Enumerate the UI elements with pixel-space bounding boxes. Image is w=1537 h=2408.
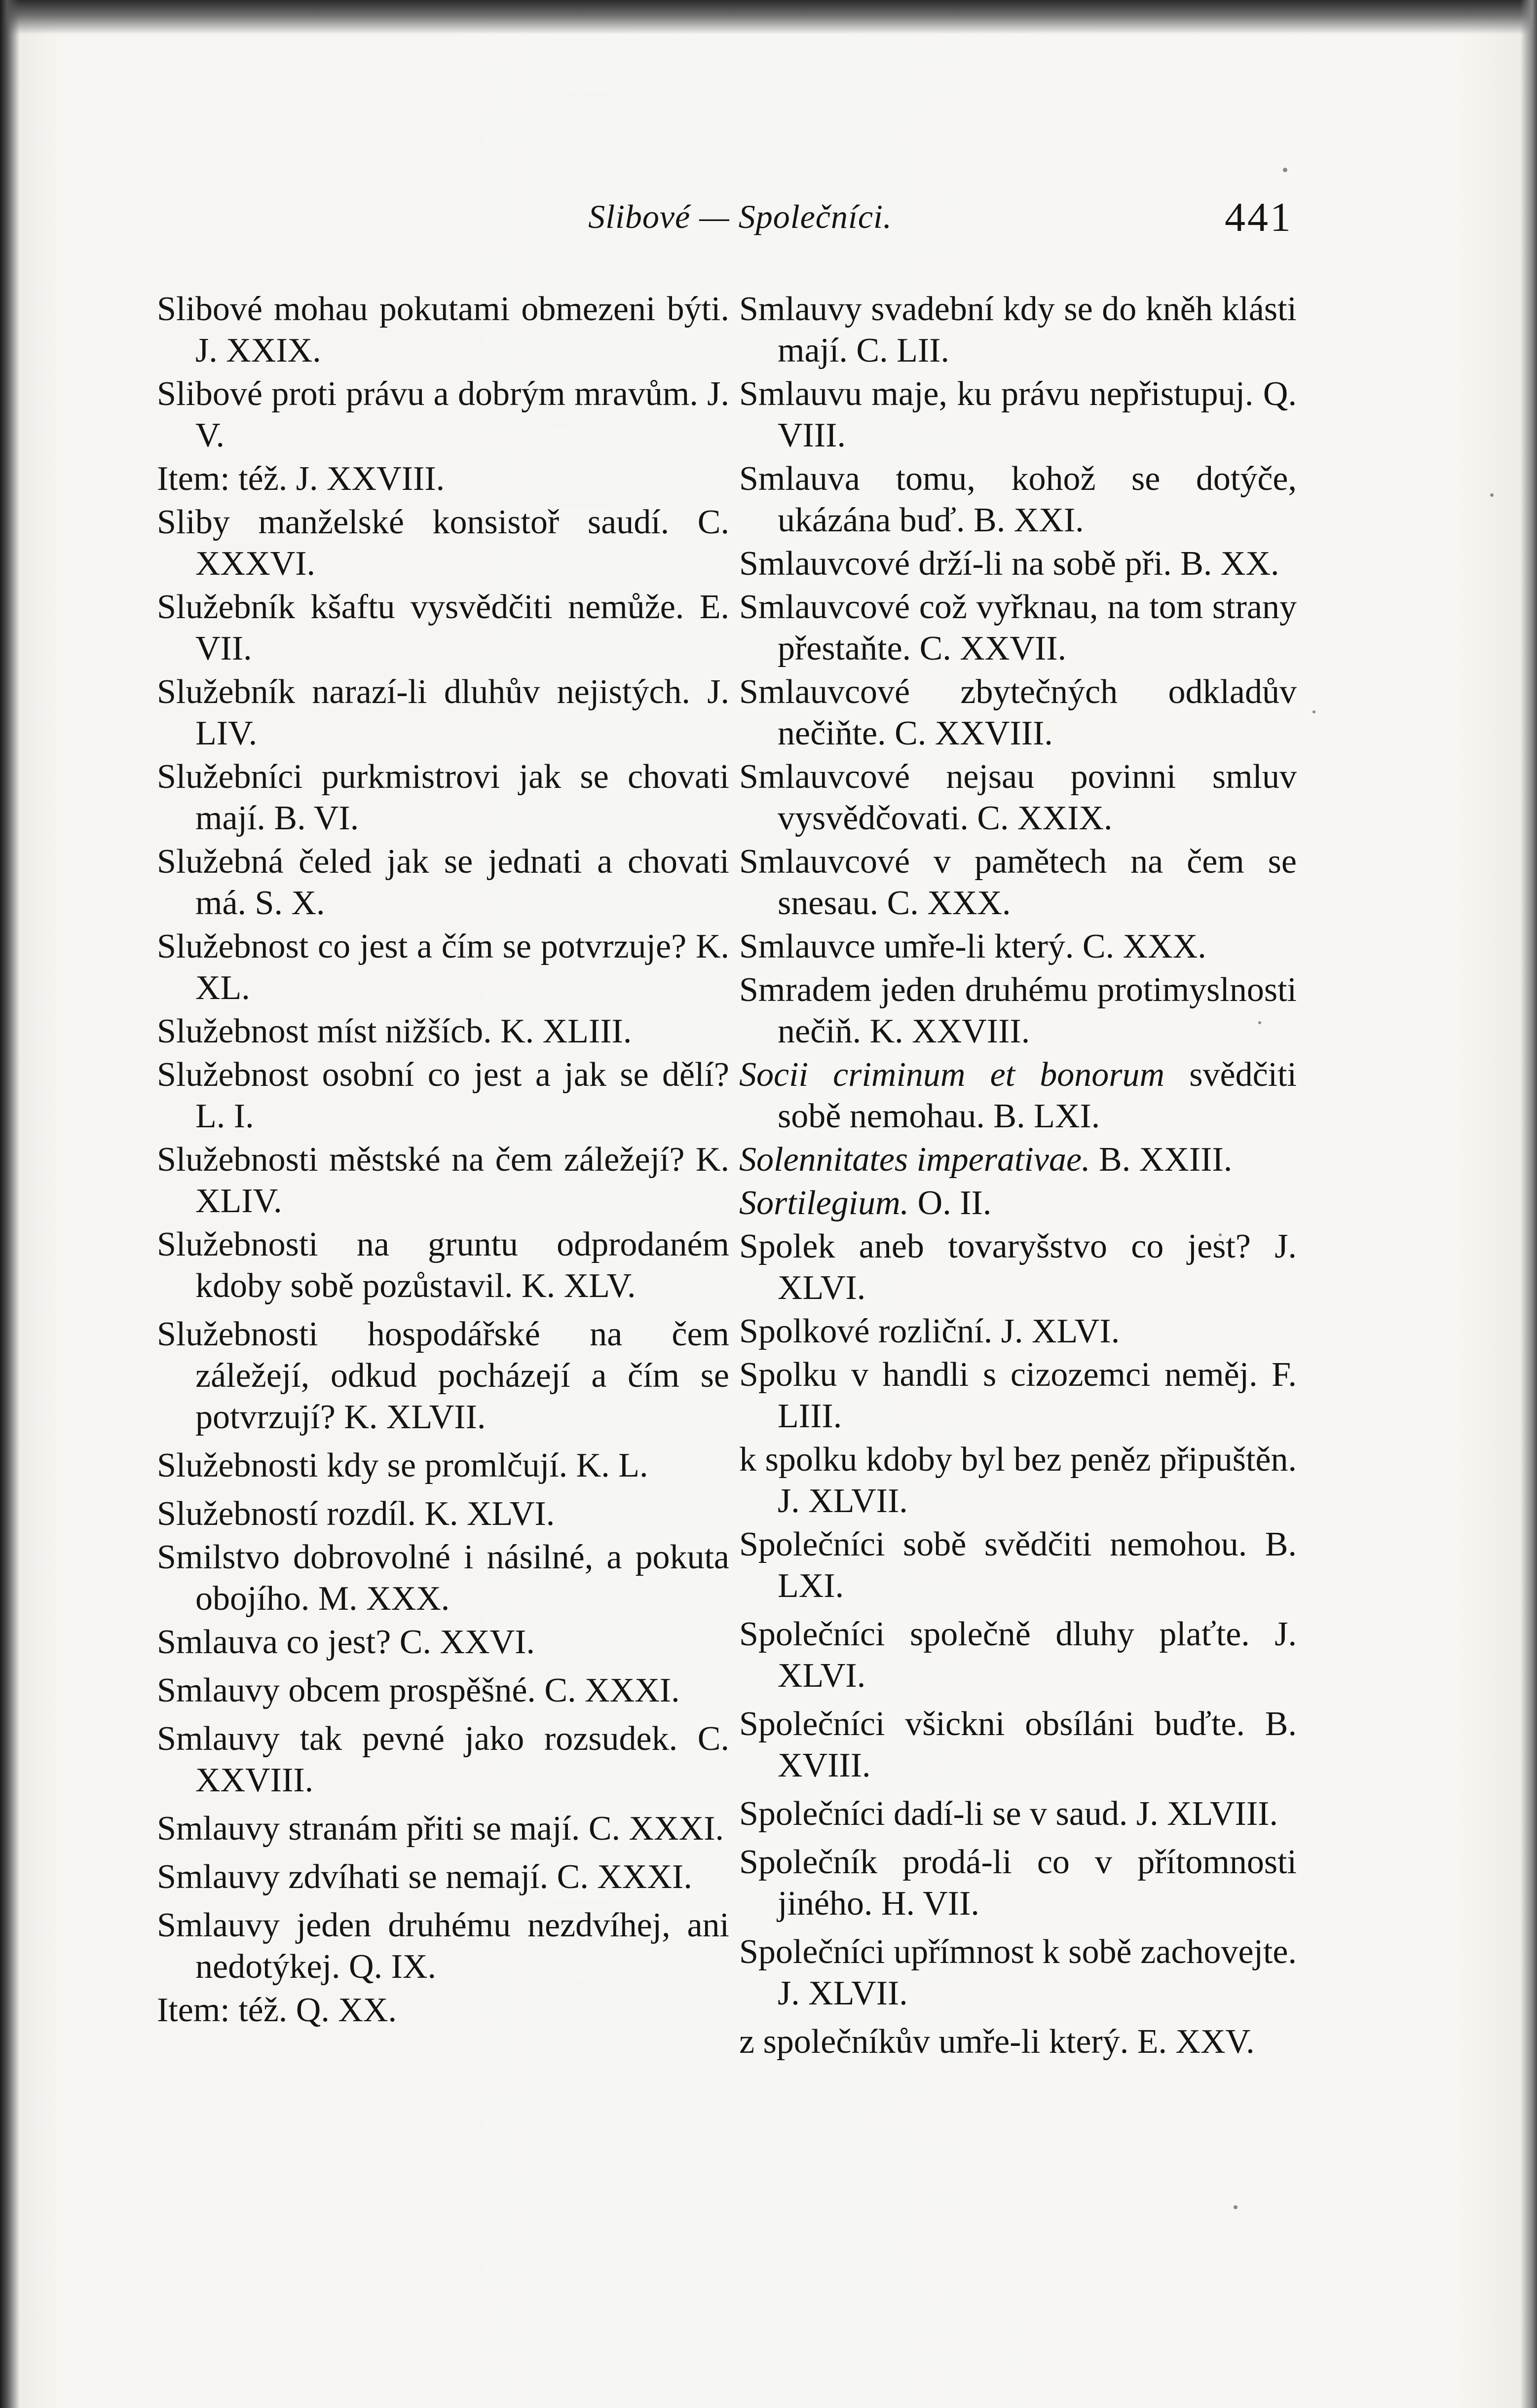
scan-shadow-top [0, 0, 1537, 35]
index-entry: Služebnosti hospodářské na čem záležejí, odkud pocházejí a čím se potvrzují? K. XLVII. [157, 1315, 729, 1436]
index-entry: Služebnosti kdy se promlčují. K. L. [157, 1446, 648, 1484]
index-entry: Společníci dadí-li se v saud. J. XLVIII. [739, 1795, 1278, 1833]
running-head: Slibové — Společníci. [588, 198, 892, 235]
index-entry: Společníci všickni obsíláni buďte. B. XVIII. [739, 1705, 1297, 1784]
index-entry: Smlauvu maje, ku právu nepřistupuj. Q. VIII. [739, 375, 1297, 454]
index-entry: Smlauvcové v pamětech na čem se snesau. C. XXX. [739, 843, 1297, 922]
scan-shadow-right [1520, 0, 1537, 2408]
index-entry: Společníci sobě svědčiti nemohou. B. LXI. [739, 1525, 1297, 1605]
index-entry: Slibové mohau pokutami obmezeni býti. J. XXIX. [157, 290, 729, 370]
index-entry: Služebnosti na gruntu odprodaném kdoby sobě pozůstavil. K. XLV. [157, 1225, 729, 1305]
index-entry: Společníci upřímnost k sobě zachovejte. J. XLVII. [739, 1933, 1297, 2012]
entry-text: B. XXIII. [1099, 1141, 1233, 1179]
latin-term: Socii criminum et bonorum [739, 1056, 1165, 1094]
scan-shadow-left [0, 0, 20, 2408]
index-entry: Služebnost co jest a čím se potvrzuje? K. XL. [157, 927, 729, 1007]
index-entry: Spolek aneb tovaryšstvo co jest? J. XLVI. [739, 1227, 1297, 1307]
index-entry: Smlauvy zdvíhati se nemají. C. XXXI. [157, 1858, 692, 1896]
page-header [0, 194, 1537, 252]
index-entry: Služebnost míst nižšícb. K. XLIII. [157, 1012, 632, 1050]
index-entry: k spolku kdoby byl bez peněz připuštěn. J. XLVII. [739, 1441, 1297, 1520]
index-entry: Smlauvy jeden druhému nezdvíhej, ani nedotýkej. Q. IX. [157, 1906, 729, 1986]
index-entry: Smlauvcové což vyřknau, na tom strany přestaňte. C. XXVII. [739, 588, 1297, 667]
latin-term: Solennitates imperativae. [739, 1141, 1090, 1179]
index-entry: Smlauvcové drží-li na sobě při. B. XX. [739, 545, 1279, 583]
index-entry: Smlauvcové nejsau povinni smluv vysvědčovati. C. XXIX. [739, 758, 1297, 837]
left-index-column [157, 289, 729, 2033]
index-entry: Smlauva tomu, kohož se dotýče, ukázána buď. B. XXI. [739, 460, 1297, 539]
index-entry: Item: též. J. XXVIII. [157, 460, 445, 498]
index-entry: Smlauvcové zbytečných odkladův nečiňte. C. XXVIII. [739, 673, 1297, 752]
index-entry: Služebnost osobní co jest a jak se dělí? L. I. [157, 1056, 729, 1135]
index-entry: Smlauvce umře-li který. C. XXX. [739, 927, 1206, 965]
latin-term: Sortilegium. [739, 1184, 909, 1222]
index-entry: Smilstvo dobrovolné i násilné, a pokuta obojího. M. XXX. [157, 1538, 729, 1618]
dust-speck [1234, 2205, 1237, 2209]
entry-text: O. II. [917, 1184, 992, 1222]
index-entry [739, 1139, 1297, 1181]
index-entry: Smlauvy stranám přiti se mají. C. XXXI. [157, 1810, 724, 1848]
index-entry: Služebník kšaftu vysvědčiti nemůže. E. VII. [157, 588, 729, 667]
entry-text: svědčiti sobě nemohau. B. LXI. [778, 1056, 1297, 1135]
index-entry: Společníci společně dluhy plaťte. J. XLVI. [739, 1615, 1297, 1695]
index-entry: Smlauvy tak pevné jako rozsudek. C. XXVIII. [157, 1720, 729, 1799]
index-entry: Smlauvy svadební kdy se do kněh klásti mají. C. LII. [739, 290, 1297, 370]
index-entry [739, 1054, 1297, 1137]
index-entry: Smlauvy obcem prospěšné. C. XXXI. [157, 1671, 680, 1709]
dust-speck [1283, 168, 1287, 172]
right-index-column [739, 289, 1297, 2065]
page-number: 441 [1225, 194, 1293, 240]
index-entry: Sliby manželské konsistoř saudí. C. XXXVI. [157, 503, 729, 583]
index-entry: Služebnosti městské na čem záležejí? K. XLIV. [157, 1141, 729, 1220]
index-entry: Item: též. Q. XX. [157, 1991, 397, 2029]
index-entry: Služebná čeled jak se jednati a chovati má. S. X. [157, 843, 729, 922]
index-entry: Služebníci purkmistrovi jak se chovati mají. B. VI. [157, 758, 729, 837]
index-entry: Služebník narazí-li dluhův nejistých. J. LIV. [157, 673, 729, 752]
dust-speck [1490, 493, 1494, 497]
index-entry: Spolkové rozliční. J. XLVI. [739, 1312, 1120, 1350]
index-entry: Slibové proti právu a dobrým mravům. J. V. [157, 375, 729, 454]
index-entry [739, 1183, 1297, 1224]
index-entry: Spolku v handli s cizozemci neměj. F. LIII. [739, 1356, 1297, 1435]
index-entry: Smlauva co jest? C. XXVI. [157, 1623, 535, 1661]
dust-speck [1312, 710, 1315, 713]
index-entry: Smradem jeden druhému protimyslnosti nečiň. K. XXVIII. [739, 971, 1297, 1050]
index-entry: z společníkův umře-li který. E. XXV. [739, 2023, 1255, 2061]
index-entry: Služebností rozdíl. K. XLVI. [157, 1495, 555, 1533]
index-entry: Společník prodá-li co v přítomnosti jiného. H. VII. [739, 1843, 1297, 1923]
